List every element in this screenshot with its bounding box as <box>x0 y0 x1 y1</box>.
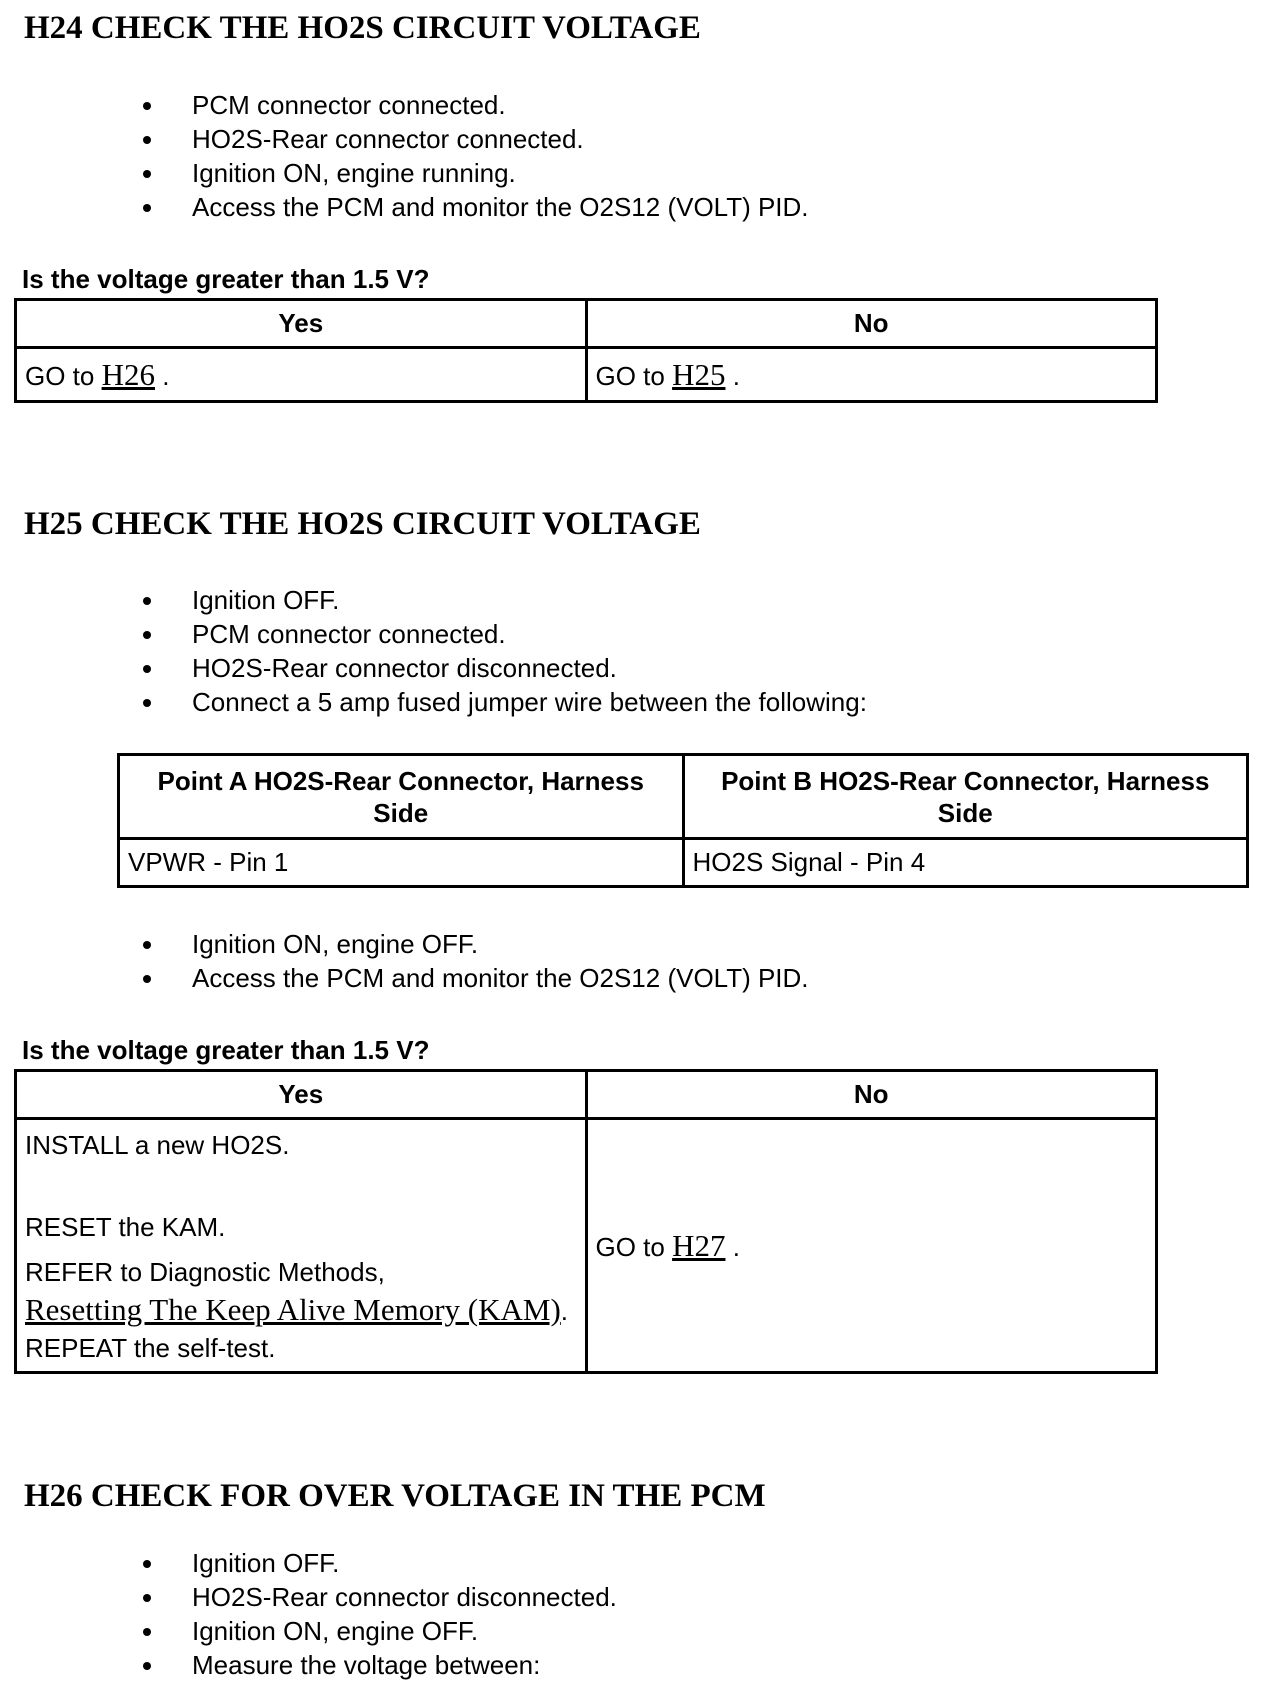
list-item: Access the PCM and monitor the O2S12 (VOLT) PID. <box>140 961 809 995</box>
no-cell: GO to H27 . <box>586 1119 1157 1373</box>
reset-instruction: RESET the KAM. <box>25 1212 226 1242</box>
list-item: Ignition ON, engine running. <box>140 156 809 190</box>
link-resetting-kam[interactable]: Resetting The Keep Alive Memory (KAM) <box>25 1292 561 1327</box>
step-title-h24: H24 CHECK THE HO2S CIRCUIT VOLTAGE <box>24 10 701 46</box>
list-item: Ignition ON, engine OFF. <box>140 1614 617 1648</box>
no-cell: GO to H25 . <box>586 348 1157 402</box>
h24-question: Is the voltage greater than 1.5 V? <box>22 264 430 294</box>
link-h27[interactable]: H27 <box>672 1227 726 1263</box>
install-instruction: INSTALL a new HO2S. <box>25 1130 290 1160</box>
point-a-cell: VPWR - Pin 1 <box>119 839 684 887</box>
yes-cell: GO to H26 . <box>16 348 587 402</box>
h25-yes-no-table <box>14 1069 1158 1374</box>
h24-bullet-list <box>140 88 809 224</box>
point-b-cell: HO2S Signal - Pin 4 <box>683 839 1248 887</box>
h25-bullet-list <box>140 583 867 719</box>
list-item: HO2S-Rear connector disconnected. <box>140 1580 617 1614</box>
list-item: Ignition OFF. <box>140 583 867 617</box>
point-a-header: Point A HO2S-Rear Connector, Harness Side <box>119 755 684 839</box>
no-header: No <box>586 300 1157 348</box>
step-title-h26: H26 CHECK FOR OVER VOLTAGE IN THE PCM <box>24 1478 766 1514</box>
list-item: PCM connector connected. <box>140 617 867 651</box>
step-title-h25: H25 CHECK THE HO2S CIRCUIT VOLTAGE <box>24 506 701 542</box>
yes-cell <box>16 1119 587 1373</box>
yes-header: Yes <box>16 300 587 348</box>
no-header: No <box>586 1071 1157 1119</box>
refer-instruction: REFER to Diagnostic Methods, Resetting The Keep Alive Memory (KAM). REPEAT the self-test. <box>25 1257 569 1363</box>
list-item: PCM connector connected. <box>140 88 809 122</box>
h25-question: Is the voltage greater than 1.5 V? <box>22 1035 430 1065</box>
list-item: Access the PCM and monitor the O2S12 (VOLT) PID. <box>140 190 809 224</box>
list-item: Measure the voltage between: <box>140 1648 617 1682</box>
list-item: Ignition OFF. <box>140 1546 617 1580</box>
jumper-table <box>117 753 1249 888</box>
list-item: HO2S-Rear connector disconnected. <box>140 651 867 685</box>
point-b-header: Point B HO2S-Rear Connector, Harness Side <box>683 755 1248 839</box>
link-h25[interactable]: H25 <box>672 356 726 392</box>
link-h26[interactable]: H26 <box>101 356 155 392</box>
h24-yes-no-table <box>14 298 1158 403</box>
h26-bullet-list <box>140 1546 617 1682</box>
list-item: Connect a 5 amp fused jumper wire between the following: <box>140 685 867 719</box>
list-item: HO2S-Rear connector connected. <box>140 122 809 156</box>
yes-header: Yes <box>16 1071 587 1119</box>
h25-bullet-list-2 <box>140 927 809 995</box>
list-item: Ignition ON, engine OFF. <box>140 927 809 961</box>
